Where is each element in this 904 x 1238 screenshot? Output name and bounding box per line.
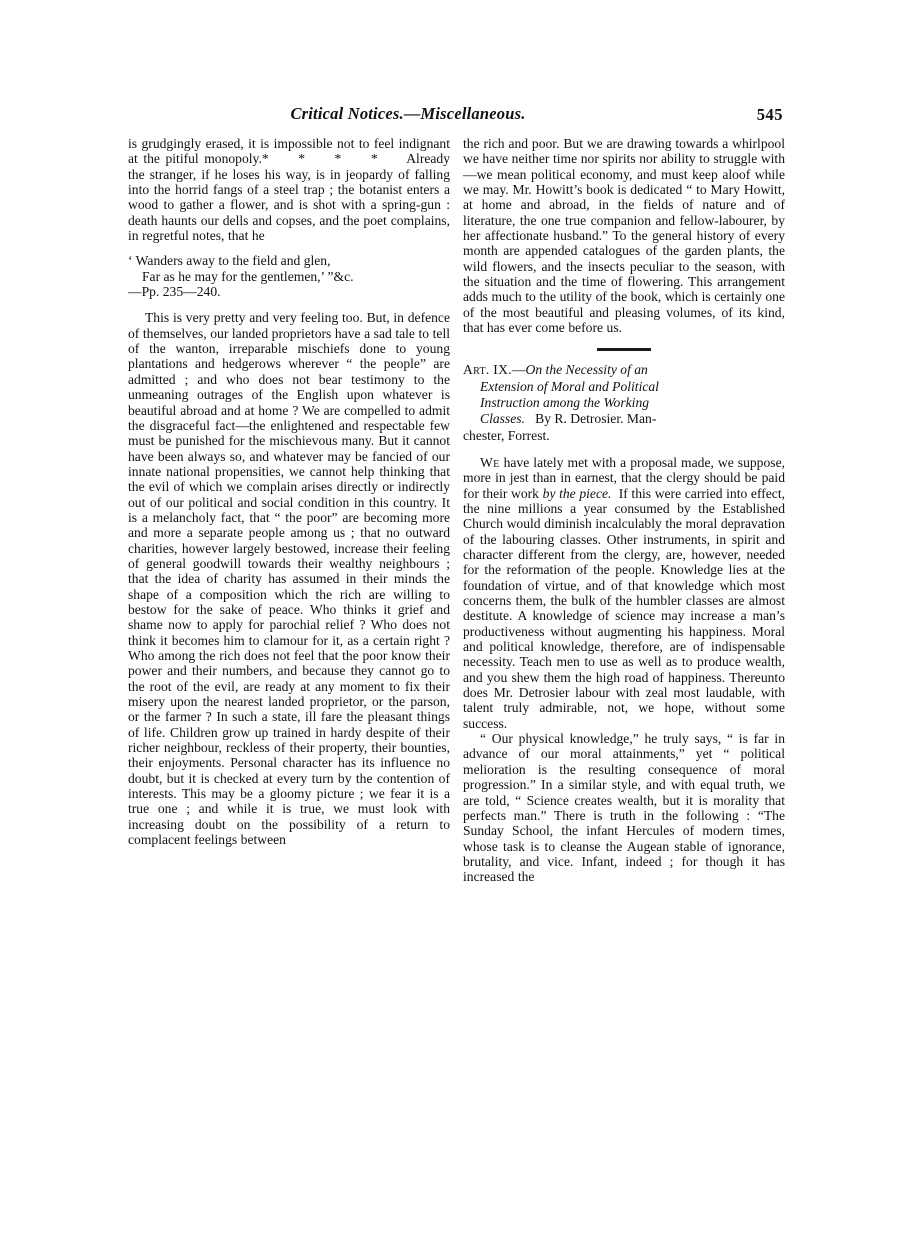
article-title-part-3: Instruction among the Working: [480, 395, 650, 411]
article-dash: —: [511, 362, 526, 378]
paragraph-text-1: have lately met with a proposal made, we suppose, more in jest than in earnest, that the clergy should be paid for their work: [463, 454, 786, 501]
verse-line-2: Far as he may for the gentlemen,’ ”&c.: [142, 268, 354, 284]
body-columns: [128, 136, 785, 1136]
paragraph-text: is grudgingly erased, it is impossible not to feel indignant at the pitiful monopoly.: [128, 136, 450, 167]
running-head-title: Critical Notices.—Miscellaneous.: [290, 104, 526, 123]
article-heading: [463, 362, 785, 443]
paragraph-howitt-continued: the rich and poor. But we are drawing towards a whirlpool we have neither time nor spirits nor ability to struggle with—we mean political economy, and must keep aloof while we may. Mr. Howitt’s book is dedicated “ to Mary Howitt, at home and abroad, in the fields of nature and of literature, the one true companion and fellow-labourer, by her affectionate husband.” To the general history of every month are appended catalogues of the garden plants, the wild flowers, and the insects peculiar to the season, with the situation and the time of flowering. This arrangement adds much to the utility of the book, which is certainly one of the most beautiful and pleasing volumes, of its kind, that has ever come before us.: [463, 136, 785, 336]
paragraph-detrosier-quotation: “ Our physical knowledge,” he truly says, “ is far in advance of our moral attainments,” yet “ political melioration is the resulting consequence of moral progression.” In a similar style, and with equal truth, we are told, “ Science creates wealth, but it is morality that perfects man.” There is truth in the following : “The Sunday School, the infant Hercules of modern times, whose task is to cleanse the Augean stable of ignorance, brutality, and vice. Infant, indeed ; for though it has increased the: [463, 731, 785, 885]
paragraph-italic-phrase: by the piece.: [542, 485, 612, 501]
paragraph-text-continued: Already the stranger, if he loses his way, is in jeopardy of falling into the horrid fangs of a steel trap ; the botanist enters a wood to gather a flower, and is shot with a spring-gun : death haunts our dells and copses, and the poet complains, in regretful notes, that he: [128, 151, 451, 244]
verse-line-1: ‘ Wanders away to the field and glen,: [128, 253, 331, 269]
article-byline-part-2: chester, Forrest.: [463, 427, 550, 443]
column-left: [128, 136, 450, 847]
asterisk-break: * * * *: [261, 151, 390, 167]
article-heading-line-4: [480, 411, 785, 427]
paragraph-detrosier-opening: [463, 455, 785, 731]
paragraph-text-1-rest: If this were carried into effect, the nine millions a year consumed by the Established Church would diminish incalculably the moral depravation of the labouring classes. Other instruments, in spirit and character different from the clergy, are, however, needed for the reformation of the people. Knowledge lies at the foundation of virtue, and of that knowledge which most concerns them, the bulk of the humbler classes are almost destitute. A knowledge of science may increase a man’s productiveness without augmenting his happiness. Moral and political knowledge, therefore, are of indispensable necessity. Teach men to use as well as to produce wealth, and you shew them the high road of happiness. Thereunto does Mr. Detrosier labour with zeal most laudable, with talent truly admirable, not, we hope, without some success.: [463, 485, 786, 731]
article-byline-part-1: By R. Detrosier. Man-: [535, 411, 657, 427]
page-number: 545: [756, 105, 783, 124]
article-title-part-4: Classes.: [480, 411, 525, 427]
verse-page-reference: —Pp. 235—240.: [128, 284, 221, 300]
article-label: Art. IX.: [463, 362, 512, 378]
article-heading-line-1: [463, 362, 785, 378]
article-title-part-2: Extension of Moral and Political: [480, 378, 659, 394]
section-divider-rule: [597, 348, 651, 351]
article-title-part-1: On the Necessity of an: [525, 362, 648, 378]
paragraph-continued-opening: [128, 136, 450, 243]
column-right: [463, 136, 785, 885]
running-head: [128, 104, 783, 128]
verse-extract: [128, 253, 450, 299]
paragraph-opening-smallcaps: We: [480, 454, 500, 470]
paragraph-review-commentary: This is very pretty and very feeling too. But, in defence of themselves, our landed proprietors have a sad tale to tell of the wanton, irreparable mischiefs done to young plantations and hedgerows wherever “ the people” are admitted ; and who does not bear testimony to the unmeaning outrages of the English upon whatever is beautiful abroad and at home ? We are compelled to admit the disgraceful fact—the enlightened and respectable few must be punished for the mischievous many. But it cannot have been always so, and whatever may be fancied of our innate national propensities, we cannot help thinking that the evil of which we complain arises directly or indirectly out of our political and social condition in this country. It is a melancholy fact, that “ the poor” are becoming more and more a separate people among us ; that no outward charities, however largely bestowed, increase their feeling of general goodwill towards their wealthy neighbours ; that the idea of charity has assumed in their minds the shape of a composition which the rich are willing to bestow for the sake of peace. Who thinks it grief and shame now to apply for parochial relief ? Who does not think it becomes him to clamour for it, as a certain right ? Who among the rich does not feel that the poor know their power and their numbers, and because they cannot go to the root of the evil, are ready at any moment to fix their misery upon the nearest landed proprietor, or the parson, or the farmer ? In such a state, ill fare the pleasant things of life. Children grow up trained in hardy despite of their richer neighbour, reckless of their property, their bounties, their enjoyments. Personal character has its influence no doubt, but it is checked at every turn by the contention of interests. This may be a gloomy picture ; we fear it is a true one ; and while it is true, we must look with increasing doubt on the possibility of a return to complacent feelings between: [128, 310, 450, 848]
